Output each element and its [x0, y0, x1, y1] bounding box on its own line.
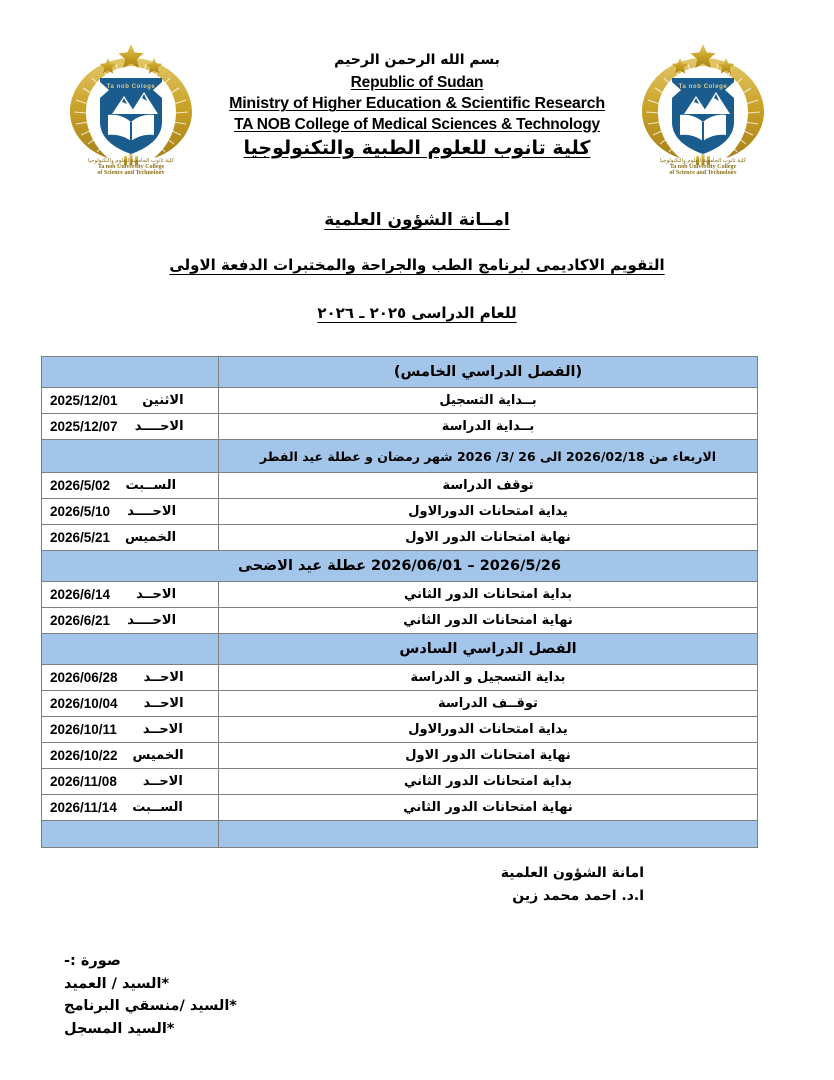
document-titles: [0, 210, 834, 322]
date-value: 2026/5/21: [50, 530, 111, 545]
college-line-en-text: TA NOB College of Medical Sciences & Technology: [234, 115, 600, 133]
section-title-cell: (الفصل الدراسي الخامس): [219, 357, 758, 388]
event-date-cell: [42, 717, 219, 743]
document-header: [0, 0, 834, 174]
college-line-ar-text: كلية تانوب للعلوم الطبية والتكنولوجيا: [243, 137, 591, 160]
cc-list-item: *السيد المسجل: [64, 1020, 175, 1037]
event-date-cell: [42, 525, 219, 551]
weekday-label: الاثنين: [142, 393, 184, 408]
date-value: 2026/11/14: [50, 800, 117, 815]
calendar-table-wrapper: [50, 356, 758, 848]
date-value: 2026/5/10: [50, 504, 111, 519]
weekday-label: الســبت: [132, 800, 183, 815]
event-date-cell: [42, 414, 219, 440]
table-row: [42, 795, 758, 821]
event-description-cell: نهاية امتحانات الدور الاول: [219, 525, 758, 551]
academic-calendar-table: [41, 356, 758, 848]
table-ramadan-row: [42, 440, 758, 473]
header-title-block: [206, 42, 628, 162]
event-date-cell: [42, 691, 219, 717]
college-line-ar: [206, 136, 628, 162]
date-value: 2026/10/11: [50, 722, 117, 737]
cc-distribution-block: [0, 950, 834, 1040]
event-description-cell: بــداية الدراسة: [219, 414, 758, 440]
event-date-cell: [42, 608, 219, 634]
cc-list-item: *السيد /منسقي البرنامج: [64, 998, 237, 1015]
university-logo-right: [56, 42, 206, 174]
event-date-cell: [42, 795, 219, 821]
weekday-label: الخميس: [124, 530, 177, 545]
weekday-label: الاحــد: [142, 774, 183, 789]
weekday-label: الاحــــد: [127, 613, 177, 628]
event-description-cell: يداية امتحانات الدورالاول: [219, 717, 758, 743]
date-value: 2026/10/04: [50, 696, 118, 711]
table-row: [42, 691, 758, 717]
event-description-cell: توقــف الدراسة: [219, 691, 758, 717]
table-blank-row: [42, 821, 758, 848]
blank-desc-cell: [219, 821, 758, 848]
section-title-cell: الفصل الدراسي السادس: [219, 634, 758, 665]
logo-english-name-line2: of Science and Technology: [669, 170, 737, 174]
event-description-cell: بــداية التسجيل: [219, 388, 758, 414]
date-value: 2026/6/14: [50, 587, 111, 602]
logo-badge-text: Ta nob Colege: [106, 84, 156, 90]
weekday-label: الاحــد: [136, 587, 177, 602]
table-row: [42, 665, 758, 691]
logo-english-name-line1: Ta nob University College: [669, 164, 737, 170]
logo-arabic-name: كلية تانوب الجامعية للعلوم والتكنولوجيا: [87, 158, 175, 164]
event-date-cell: [42, 499, 219, 525]
university-logo-left: [628, 42, 778, 174]
date-value: 2026/11/08: [50, 774, 117, 789]
holiday-cell: 2026/5/26 – 2026/06/01 عطلة عيد الاضحى: [42, 551, 758, 582]
date-value: 2026/5/02: [50, 478, 111, 493]
table-row: [42, 388, 758, 414]
table-row: [42, 582, 758, 608]
college-line-en: [206, 115, 628, 135]
date-value: 2025/12/07: [50, 419, 118, 434]
event-description-cell: توقف الدراسة: [219, 473, 758, 499]
weekday-label: الاحــــد: [134, 419, 184, 434]
date-value: 2026/6/21: [50, 613, 111, 628]
table-row: [42, 717, 758, 743]
event-date-cell: [42, 665, 219, 691]
cc-title: صورة :-: [64, 953, 121, 970]
ramadan-day-cell: [42, 440, 219, 473]
table-section-row: [42, 634, 758, 665]
table-row: [42, 743, 758, 769]
table-row: [42, 769, 758, 795]
table-row: [42, 499, 758, 525]
date-value: 2026/06/28: [50, 670, 118, 685]
logo-english-name-line1: Ta nob University College: [97, 164, 165, 170]
logo-english-name-line2: of Science and Technology: [97, 170, 165, 174]
signature-name: ا.د. احمد محمد زين: [512, 888, 644, 905]
secretariat-title: [0, 210, 834, 230]
logo-arabic-name: كلية تانوب الجامعية للعلوم والتكنولوجيا: [659, 158, 747, 164]
event-description-cell: نهاية امتحانات الدور الثاني: [219, 608, 758, 634]
event-date-cell: [42, 473, 219, 499]
table-row: [42, 525, 758, 551]
ramadan-cell: الاربعاء من 2026/02/18 الى 26 /3/ 2026 شهر رمضان و عطلة عيد الفطر: [219, 440, 758, 473]
table-section-row: [42, 357, 758, 388]
cc-list-item: *السيد / العميد: [64, 975, 170, 992]
weekday-label: الاحــــد: [127, 504, 177, 519]
table-row: [42, 473, 758, 499]
event-date-cell: [42, 582, 219, 608]
table-holiday-row: [42, 551, 758, 582]
section-day-cell: [42, 634, 219, 665]
weekday-label: الخميس: [132, 748, 184, 763]
event-description-cell: بداية امتحانات الدور الثاني: [219, 582, 758, 608]
blank-day-cell: [42, 821, 219, 848]
weekday-label: الاحــد: [142, 722, 183, 737]
secretariat-title-text: امــانة الشؤون العلمية: [324, 210, 510, 230]
weekday-label: الســبت: [125, 478, 177, 493]
event-description-cell: بداية التسجيل و الدراسة: [219, 665, 758, 691]
event-date-cell: [42, 743, 219, 769]
event-description-cell: يداية امتحانات الدورالاول: [219, 499, 758, 525]
academic-year-text: للعام الدراسى ٢٠٢٥ ـ ٢٠٢٦: [317, 304, 517, 322]
signature-block: [0, 862, 834, 908]
cc-list: [64, 973, 834, 1040]
table-row: [42, 608, 758, 634]
logo-badge-text: Ta nob Colege: [678, 84, 728, 90]
basmala-line: بسم الله الرحمن الرحيم: [334, 52, 500, 68]
date-value: 2025/12/01: [50, 393, 118, 408]
academic-year-line: [0, 304, 834, 322]
calendar-subtitle-text: التقويم الاكاديمى لبرنامج الطب والجراحة والمختبرات الدفعة الاولى: [169, 256, 665, 274]
event-date-cell: [42, 388, 219, 414]
event-description-cell: نهاية امتحانات الدور الاول: [219, 743, 758, 769]
ministry-line-text: Ministry of Higher Education & Scientific Research: [229, 95, 605, 113]
country-line-text: Republic of Sudan: [350, 74, 484, 91]
weekday-label: الاحــد: [143, 696, 184, 711]
date-value: 2026/10/22: [50, 748, 118, 763]
table-row: [42, 414, 758, 440]
calendar-table-body: [42, 357, 758, 848]
ministry-line: [206, 93, 628, 114]
event-description-cell: بداية امتحانات الدور الثاني: [219, 769, 758, 795]
event-date-cell: [42, 769, 219, 795]
section-day-cell: [42, 357, 219, 388]
event-description-cell: نهاية امتحانات الدور الثاني: [219, 795, 758, 821]
weekday-label: الاحــد: [143, 670, 184, 685]
country-line: [206, 73, 628, 93]
calendar-subtitle: [0, 256, 834, 274]
signature-office: امانة الشؤون العلمية: [500, 865, 644, 881]
